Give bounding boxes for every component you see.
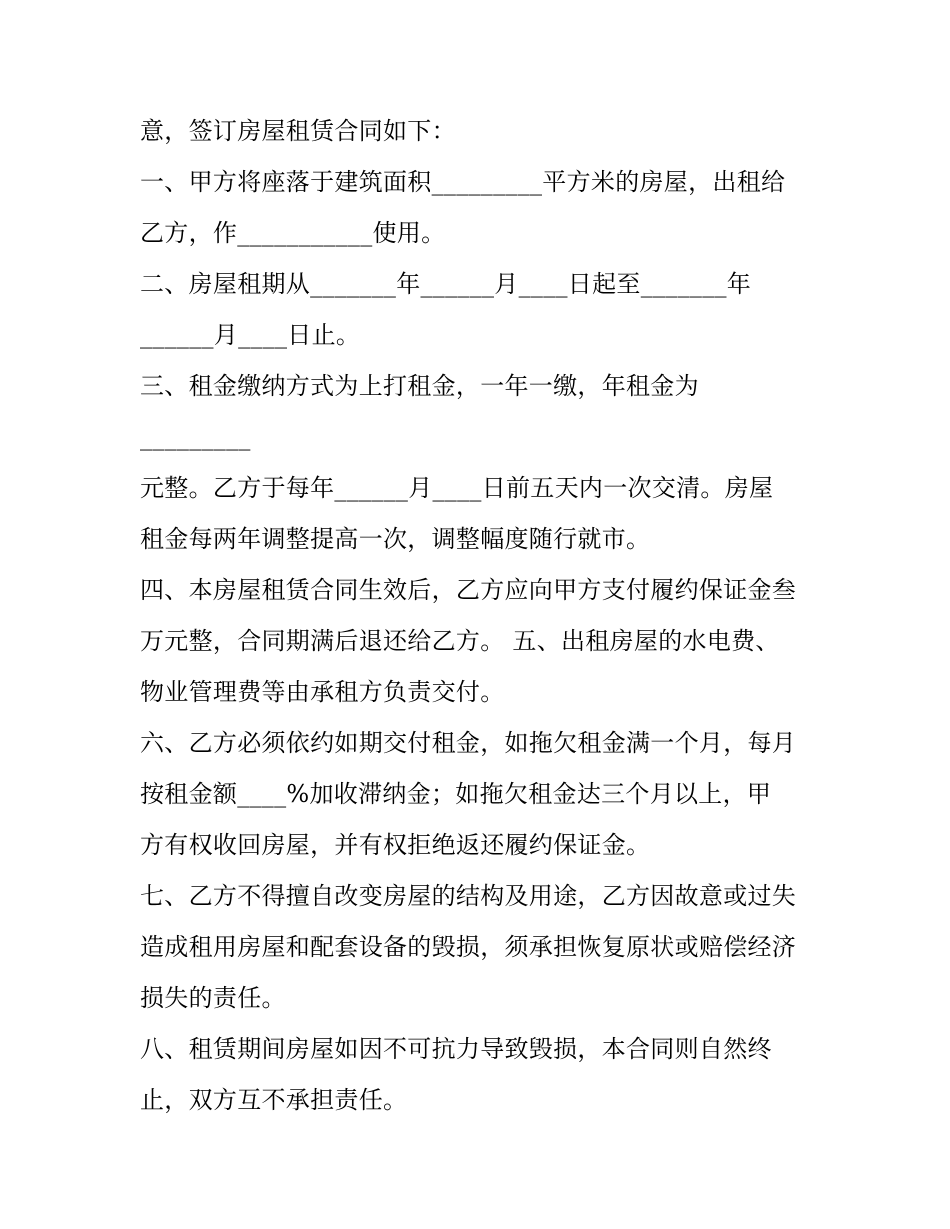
contract-body xyxy=(140,106,840,1126)
text-line: 租金每两年调整提高一次，调整幅度随行就市。 xyxy=(140,525,651,553)
text-line: 四、本房屋租赁合同生效后，乙方应向甲方支付履约保证金叁 xyxy=(140,576,797,604)
text-line: 按租金额____%加收滞纳金；如拖欠租金达三个月以上，甲 xyxy=(140,780,772,808)
text-line: 万元整，合同期满后退还给乙方。 五、出租房屋的水电费、 xyxy=(140,627,780,655)
text-line: 损失的责任。 xyxy=(140,984,286,1012)
text-line: 二、房屋租期从_______年______月____日起至_______年 xyxy=(140,270,752,298)
text-line: 意，签订房屋租赁合同如下： xyxy=(140,117,456,145)
text-line: _________ xyxy=(140,423,251,451)
text-line: 七、乙方不得擅自改变房屋的结构及用途，乙方因故意或过失 xyxy=(140,882,797,910)
text-line: 方有权收回房屋，并有权拒绝返还履约保证金。 xyxy=(140,831,651,859)
text-line: ______月____日止。 xyxy=(140,321,361,349)
text-line: 六、乙方必须依约如期交付租金，如拖欠租金满一个月，每月 xyxy=(140,729,797,757)
text-line: 造成租用房屋和配套设备的毁损，须承担恢复原状或赔偿经济 xyxy=(140,933,797,961)
text-line: 一、甲方将座落于建筑面积_________平方米的房屋，出租给 xyxy=(140,168,786,196)
text-line: 止，双方互不承担责任。 xyxy=(140,1086,408,1114)
text-line: 元整。乙方于每年______月____日前五天内一次交清。房屋 xyxy=(140,474,774,502)
text-line: 三、租金缴纳方式为上打租金，一年一缴，年租金为 xyxy=(140,372,699,400)
text-line: 物业管理费等由承租方负责交付。 xyxy=(140,678,505,706)
text-line: 八、租赁期间房屋如因不可抗力导致毁损，本合同则自然终 xyxy=(140,1035,772,1063)
text-line: 乙方，作___________使用。 xyxy=(140,219,446,247)
